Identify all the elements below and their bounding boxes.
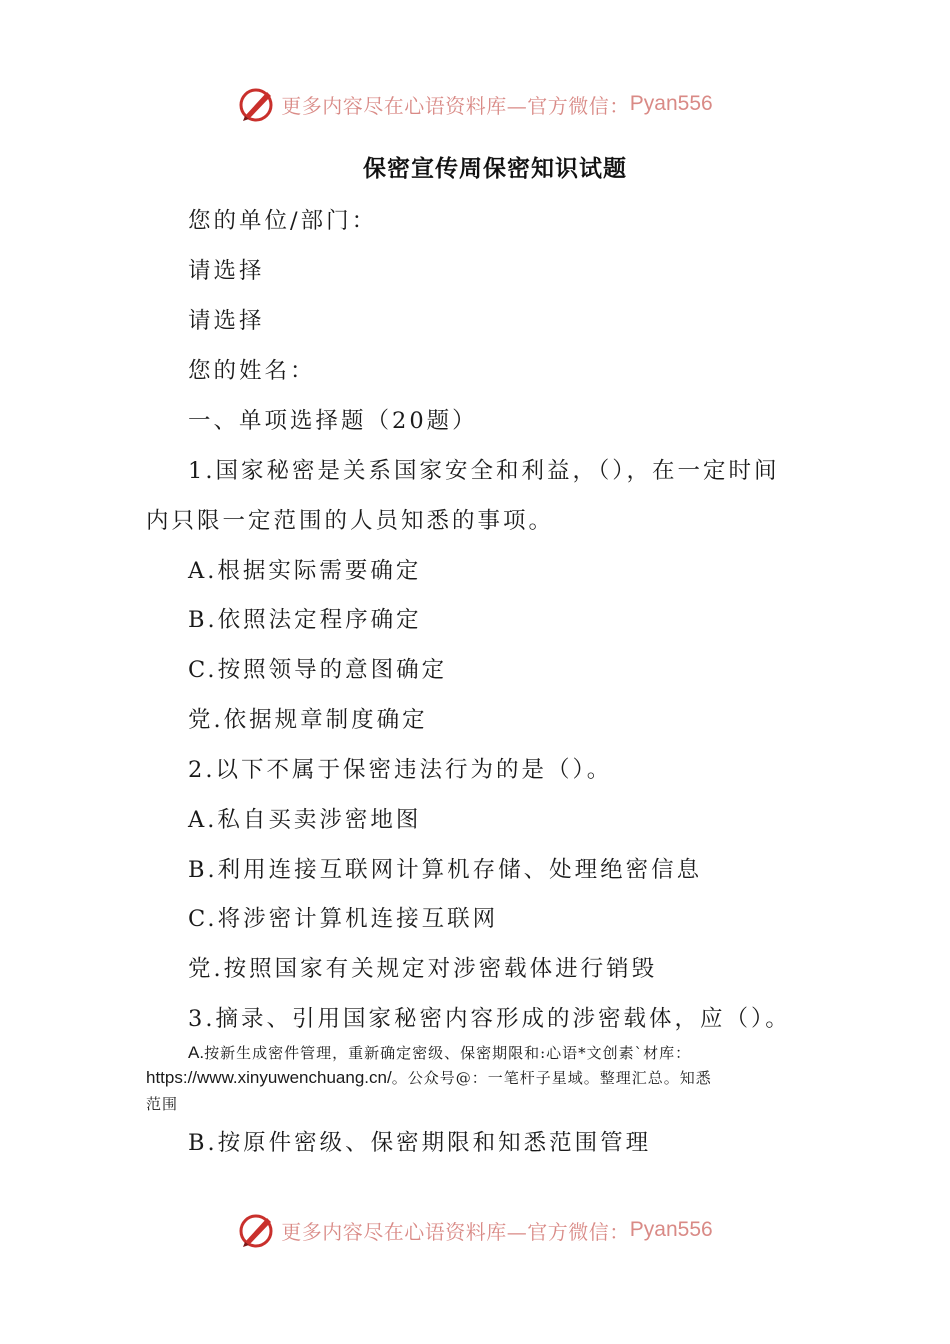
- option-a-text: 按新生成密件管理，重新确定密级、保密期限和:心语*文创素`材库：: [204, 1044, 692, 1062]
- section-heading: 一、单项选择题（20题）: [188, 408, 478, 434]
- question-2-option-c: C.将涉密计算机连接互联网: [188, 906, 499, 932]
- question-3-option-a-line-3: 范围: [146, 1095, 179, 1113]
- footer-wechat-id: Pyan556: [629, 1218, 713, 1241]
- question-1-line-1: 1.国家秘密是关系国家安全和利益，（），在一定时间: [188, 458, 780, 484]
- question-2-option-d: 党.按照国家有关规定对涉密载体进行销毁: [188, 956, 658, 982]
- header-wechat-id: Pyan556: [629, 92, 713, 115]
- question-2-option-a: A.私自买卖涉密地图: [188, 807, 422, 833]
- question-1-option-c: C.按照领导的意图确定: [188, 657, 448, 683]
- question-1-option-b: B.依照法定程序确定: [188, 607, 422, 633]
- option-a-prefix: A.: [188, 1043, 205, 1062]
- name-label: 您的姓名：: [188, 358, 316, 384]
- pen-logo-icon: [237, 1210, 277, 1250]
- question-3-option-b: B.按原件密级、保密期限和知悉范围管理: [188, 1130, 652, 1156]
- footer-banner: [0, 1208, 950, 1252]
- pen-logo-icon: [237, 84, 277, 124]
- question-1-option-d: 党.依据规章制度确定: [188, 707, 428, 733]
- option-a-line-2-text: 。公众号@：一笔杆子星域。整理汇总。知悉: [391, 1069, 712, 1087]
- header-banner-text: 更多内容尽在心语资料库—官方微信：: [281, 93, 630, 118]
- question-1-option-a: A.根据实际需要确定: [188, 558, 422, 584]
- question-1-line-2: 内只限一定范围的人员知悉的事项。: [146, 508, 555, 534]
- unit-select-2[interactable]: 请选择: [188, 308, 265, 334]
- unit-select-1[interactable]: 请选择: [188, 258, 265, 284]
- footer-banner-text: 更多内容尽在心语资料库—官方微信：: [281, 1219, 630, 1244]
- document-title: 保密宣传周保密知识试题: [363, 156, 627, 182]
- header-banner: [0, 82, 950, 126]
- question-3: 3.摘录、引用国家秘密内容形成的涉密载体，应（）。: [188, 1006, 791, 1032]
- question-3-option-a-line-1: [188, 1042, 691, 1063]
- unit-label: 您的单位/部门：: [188, 208, 378, 234]
- option-a-url[interactable]: https://www.xinyuwenchuang.cn/: [146, 1068, 392, 1087]
- question-2: 2.以下不属于保密违法行为的是（）。: [188, 757, 613, 783]
- question-3-option-a-line-2: [146, 1067, 712, 1088]
- question-2-option-b: B.利用连接互联网计算机存储、处理绝密信息: [188, 857, 703, 883]
